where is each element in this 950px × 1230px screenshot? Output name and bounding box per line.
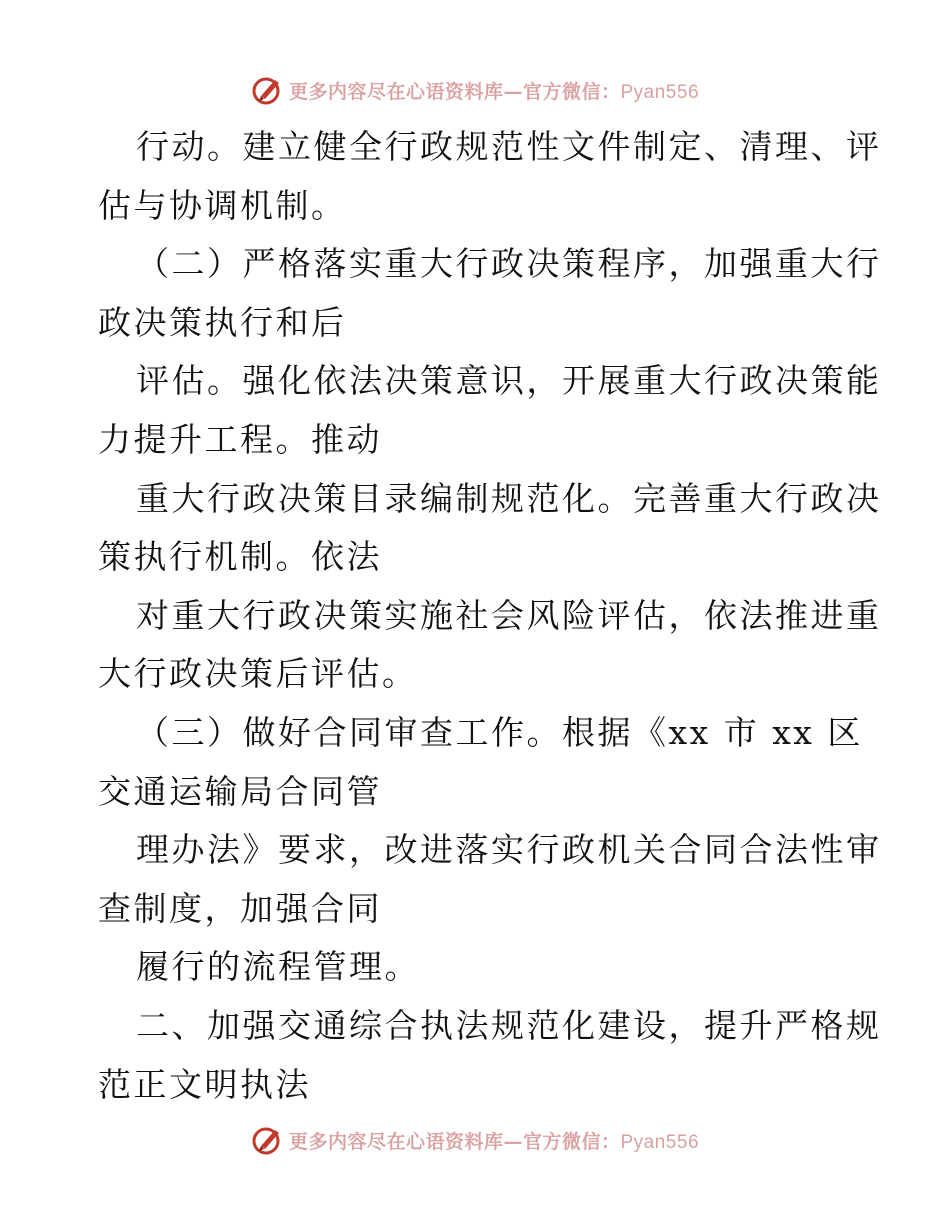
footer-watermark	[0, 1120, 950, 1160]
text-line: 行动。建立健全行政规范性文件制定、清理、评	[136, 127, 882, 166]
text-line: 重大行政决策目录编制规范化。完善重大行政决	[136, 478, 882, 518]
text-line: 二、加强交通综合执法规范化建设，提升严格规	[136, 1005, 882, 1045]
text-line: （三）做好合同审查工作。根据《xx 市 xx 区	[136, 712, 863, 752]
text-line: 力提升工程。推动	[98, 419, 382, 459]
text-line: 策执行机制。依法	[98, 537, 382, 577]
text-line: 评估。强化依法决策意识，开展重大行政决策能	[136, 361, 882, 401]
text-line: 履行的流程管理。	[136, 947, 420, 987]
text-line: 政决策执行和后	[98, 302, 347, 342]
red-pen-circle-icon	[251, 74, 283, 106]
red-pen-circle-icon	[251, 1124, 283, 1156]
watermark-wechat-id: Pyan556	[620, 81, 700, 103]
text-line: 对重大行政决策实施社会风险评估，依法推进重	[136, 595, 882, 635]
text-line: 大行政决策后评估。	[98, 654, 418, 694]
text-line: 理办法》要求，改进落实行政机关合同合法性审	[136, 830, 882, 870]
text-line: 范正文明执法	[98, 1064, 311, 1104]
text-line: 估与协调机制。	[98, 185, 347, 225]
watermark-text: 更多内容尽在心语资料库—官方微信：Pyan556	[288, 1130, 700, 1153]
text-line: 交通运输局合同管	[98, 771, 382, 811]
header-watermark	[0, 70, 950, 110]
watermark-wechat-id: Pyan556	[620, 1131, 700, 1153]
document-body	[98, 118, 882, 1114]
text-line: 查制度，加强合同	[98, 888, 382, 928]
watermark-text: 更多内容尽在心语资料库—官方微信：Pyan556	[288, 80, 700, 103]
text-line: （二）严格落实重大行政决策程序，加强重大行	[136, 244, 882, 284]
